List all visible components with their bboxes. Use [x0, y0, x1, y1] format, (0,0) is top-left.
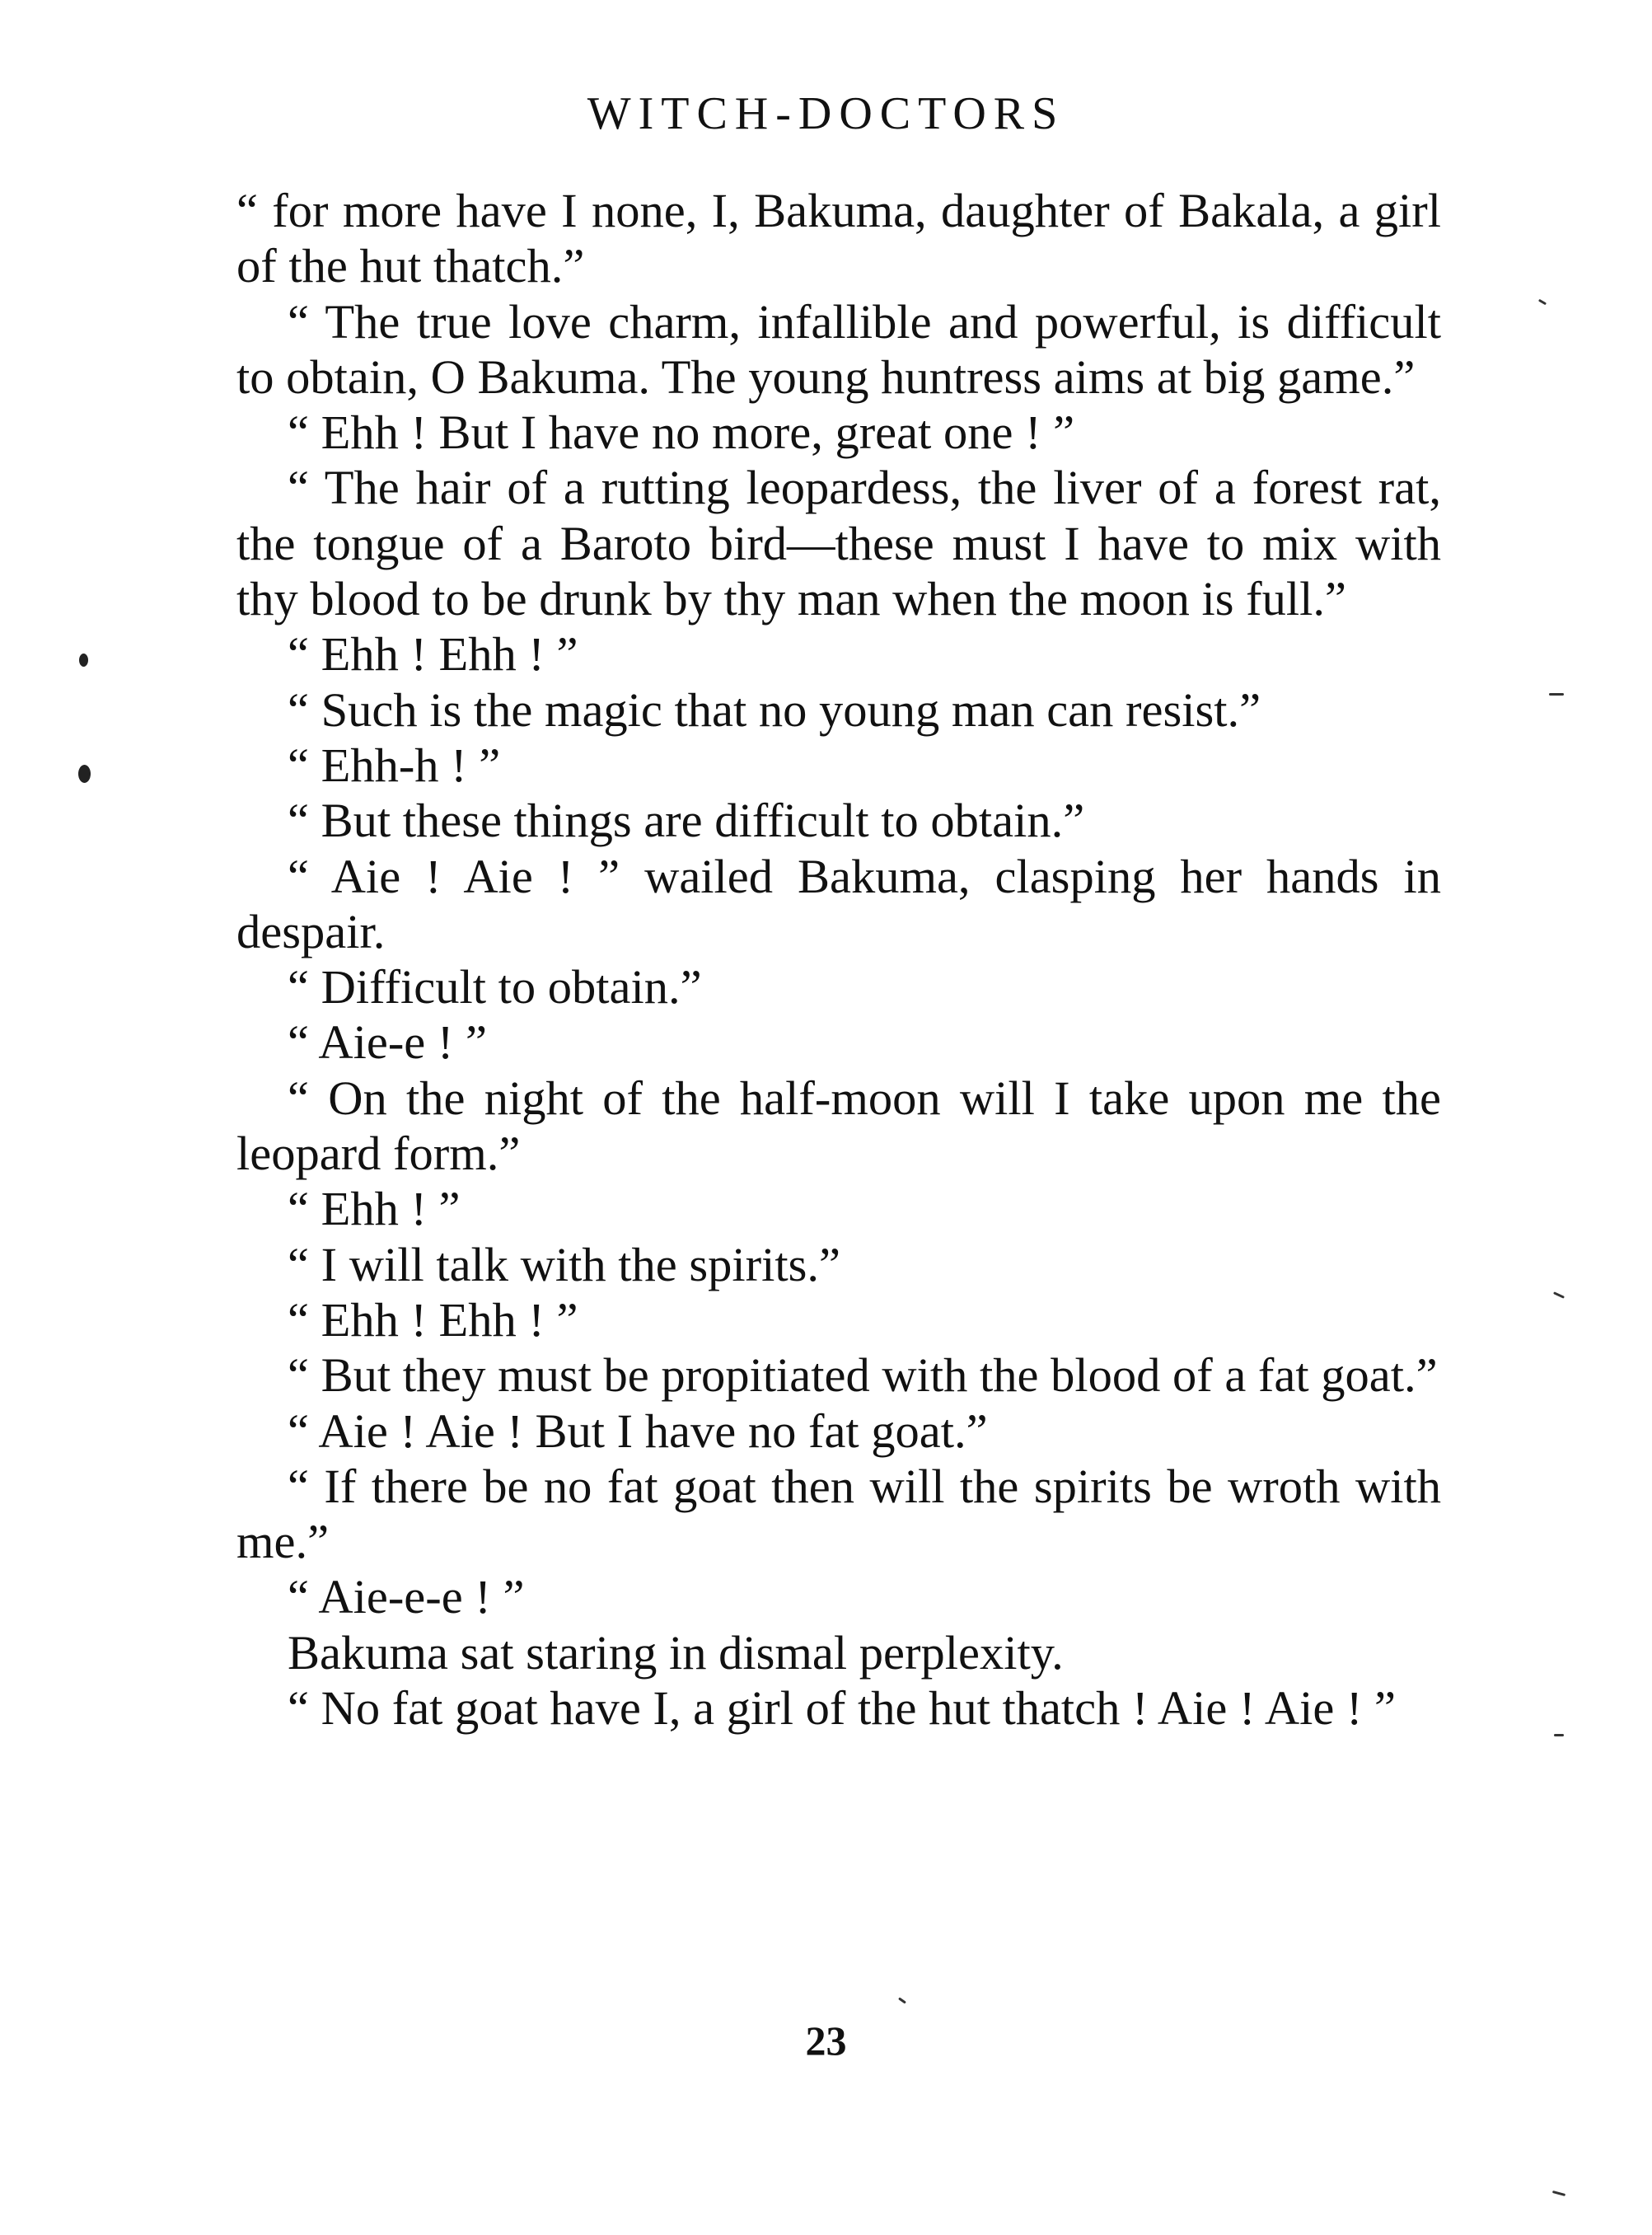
paragraph: Bakuma sat staring in dismal perplexity. [288, 1625, 1064, 1680]
paragraph: “ Ehh ! Ehh ! ” [288, 627, 578, 682]
paragraph: “ Aie ! Aie ! ” wailed Bakuma, clasping her hands in despair. [236, 849, 1441, 958]
paragraph: “ Ehh ! But I have no more, great one ! ” [288, 405, 1075, 460]
paragraph: “ Such is the magic that no young man can resist.” [288, 682, 1261, 737]
paragraph: “ The true love charm, infallible and powerful, is difficult to obtain, O Bakuma. The young huntress aims at big game.” [236, 294, 1441, 404]
scan-mark [898, 1997, 906, 2003]
paragraph: “ But these things are difficult to obtain.” [288, 794, 1085, 848]
paragraph: “ for more have I none, I, Bakuma, daughter of Bakala, a girl of the hut thatch.” [236, 184, 1441, 293]
paragraph: “ If there be no fat goat then will the spirits be wroth with me.” [236, 1459, 1441, 1569]
paragraph: “ Ehh ! ” [288, 1182, 461, 1236]
paragraph: “ Aie-e-e ! ” [288, 1570, 525, 1624]
scan-mark [1554, 1734, 1564, 1736]
paragraph: “ The hair of a rutting leopardess, the liver of a forest rat, the tongue of a Baroto bird—these must I have to mix with thy blood to be drunk by thy man when the moon is full.” [236, 461, 1441, 626]
scan-mark [1552, 2190, 1565, 2196]
paragraph: “ Difficult to obtain.” [288, 960, 702, 1014]
running-head: WITCH-DOCTORS [587, 88, 1065, 139]
body-text [236, 183, 1441, 1736]
paragraph: “ Ehh ! Ehh ! ” [288, 1292, 578, 1347]
paragraph: “ Ehh-h ! ” [288, 738, 501, 792]
scan-speck [79, 654, 88, 667]
page-number: 23 [805, 2017, 847, 2064]
scan-mark [1549, 693, 1564, 696]
paragraph: “ On the night of the half-moon will I take upon me the leopard form.” [236, 1071, 1441, 1181]
paragraph: “ Aie ! Aie ! But I have no fat goat.” [288, 1403, 988, 1458]
scan-speck [78, 765, 91, 783]
paragraph: “ But they must be propitiated with the blood of a fat goat.” [288, 1348, 1438, 1403]
paragraph: “ I will talk with the spirits.” [288, 1237, 841, 1291]
paragraph: “ No fat goat have I, a girl of the hut thatch ! Aie ! Aie ! ” [288, 1681, 1397, 1736]
scan-mark [1538, 299, 1547, 306]
scan-mark [1553, 1291, 1565, 1299]
paragraph: “ Aie-e ! ” [288, 1015, 487, 1070]
